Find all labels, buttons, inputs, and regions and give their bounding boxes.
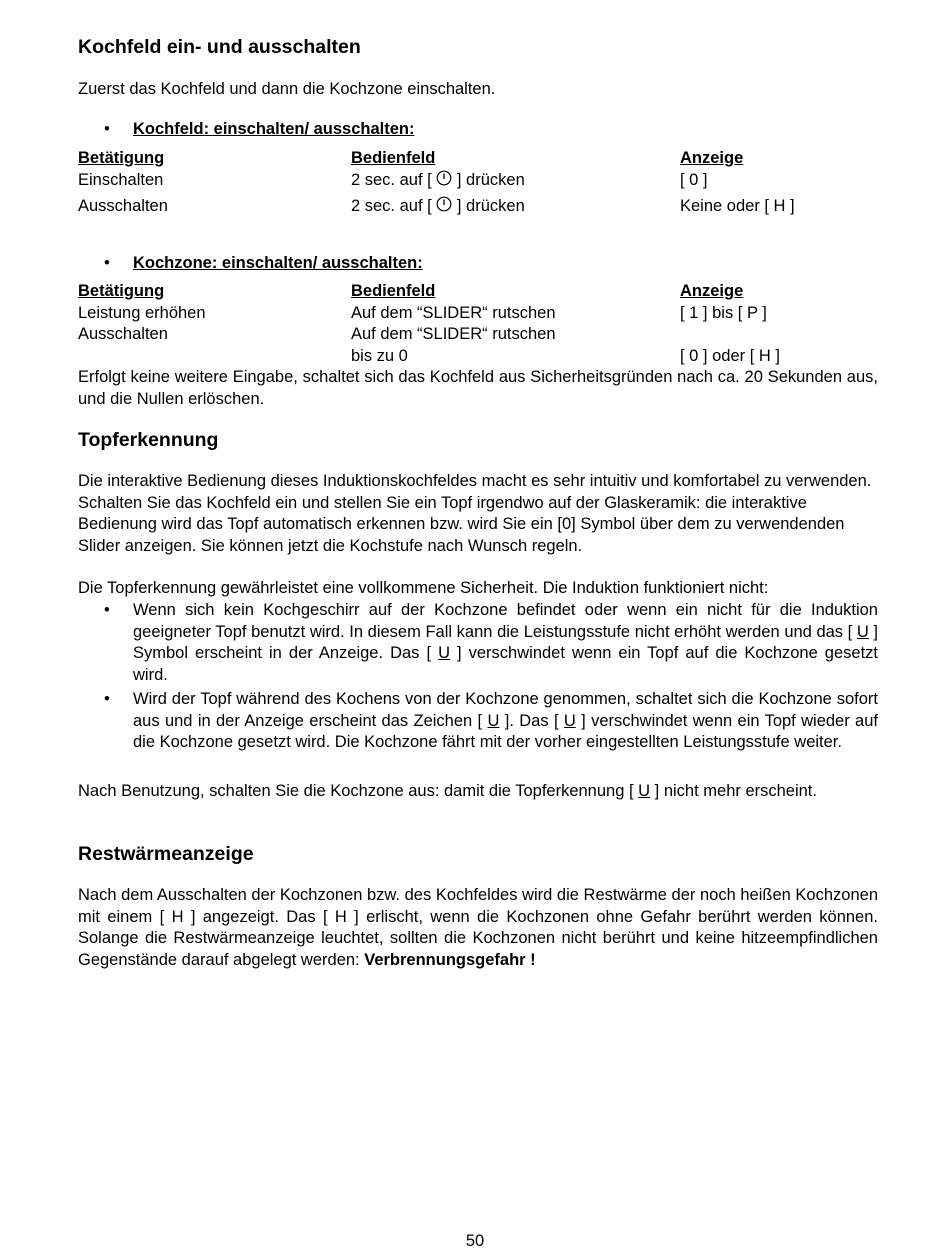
- table-header-row: [78, 148, 878, 170]
- bullet-dot: •: [104, 120, 110, 138]
- intro-text: Zuerst das Kochfeld und dann die Kochzone einschalten.: [78, 80, 496, 98]
- page-number: 50: [465, 1232, 485, 1250]
- power-icon: [436, 196, 452, 212]
- bullet-dot: •: [104, 254, 110, 272]
- cell-action: Leistung erhöhen: [78, 303, 206, 322]
- section-title-topferkennung: Topferkennung: [78, 429, 219, 451]
- bullet-heading-kochzone: Kochzone: einschalten/ ausschalten:: [133, 254, 423, 272]
- cell-display: [ 0 ] oder [ H ]: [680, 346, 780, 365]
- header-anzeige: Anzeige: [680, 282, 744, 300]
- list-item: • Wenn sich kein Kochgeschirr auf der Kochzone befindet oder wenn ein nicht für die Induktion geeigneter Topf benutzt wird. In diesem Fall kann die Leistungsstufe nicht erhöht werden und das [ U ] Symbol erscheint in der Anzeige. Das [ U ] verschwindet wenn ein Topf auf die Kochzone gesetzt wird.: [104, 601, 879, 684]
- safety-note: Erfolgt keine weitere Eingabe, schaltet sich das Kochfeld aus Sicherheitsgründen nach ca. 20 Sekunden aus, und die Nullen erlöschen.: [78, 368, 878, 408]
- bullet-heading-kochfeld: Kochfeld: einschalten/ ausschalten:: [133, 120, 415, 138]
- power-icon: [436, 170, 452, 186]
- warning-text: Verbrennungsgefahr !: [364, 950, 536, 969]
- section-title-restwaerme: Restwärmeanzeige: [78, 843, 254, 865]
- list-item: • Wird der Topf während des Kochens von der Kochzone genommen, schaltet sich die Kochzone sofort aus und in der Anzeige erscheint das Zeichen [ U ]. Das [ U ] verschwindet wenn ein Topf wieder auf die Kochzone gesetzt wird. Die Kochzone fährt mit der vorher eingestellten Leistungsstufe weiter.: [104, 690, 878, 751]
- cell-panel: Auf dem “SLIDER“ rutschen: [351, 325, 556, 343]
- topferkennung-para2: Die Topferkennung gewährleistet eine vollkommene Sicherheit. Die Induktion funktioniert nicht:: [78, 579, 769, 597]
- symbol-u: U: [487, 711, 500, 730]
- cell-panel: 2 sec. auf [ ] drücken: [351, 170, 525, 189]
- cell-action: Einschalten: [78, 170, 164, 189]
- cell-panel: bis zu 0: [351, 346, 408, 365]
- symbol-u: U: [638, 782, 651, 800]
- symbol-u: U: [563, 711, 576, 730]
- topferkennung-para3: Nach Benutzung, schalten Sie die Kochzone aus: damit die Topferkennung [ U ] nicht mehr erscheint.: [78, 782, 817, 800]
- topferkennung-para1: Die interaktive Bedienung dieses Induktionskochfeldes macht es sehr intuitiv und komfortabel zu verwenden. Schalten Sie das Kochfeld ein und stellen Sie ein Topf irgendwo auf der Glaskeramik: die interaktive Bedienung wird das Topf automatisch erkennen bzw. wird Sie ein [0] Symbol über dem zu verwendenden Slider anzeigen. Sie können jetzt die Kochstufe nach Wunsch regeln.: [78, 472, 872, 555]
- table-kochzone: [78, 281, 878, 367]
- symbol-u: U: [856, 622, 869, 641]
- topferkennung-list: [78, 600, 878, 757]
- restwaerme-para: Nach dem Ausschalten der Kochzonen bzw. des Kochfeldes wird die Restwärme der noch heißen Kochzonen mit einem [ H ] angezeigt. Das [ H ] erlischt, wenn die Kochzonen ohne Gefahr berührt werden können. Solange die Restwärmeanzeige leuchtet, sollten die Kochzonen nicht berührt und keine hitzeempfindlichen Gegenstände darauf abgelegt werden: Verbrennungsgefahr !: [78, 886, 878, 969]
- cell-action: Ausschalten: [78, 196, 168, 215]
- cell-action: Ausschalten: [78, 325, 168, 343]
- section-title-kochfeld: Kochfeld ein- und ausschalten: [78, 36, 361, 58]
- table-header-row: [78, 281, 878, 303]
- header-anzeige: Anzeige: [680, 149, 744, 167]
- header-bedienfeld: Bedienfeld: [351, 282, 436, 300]
- table-row: [78, 303, 878, 325]
- header-betaetigung: Betätigung: [78, 282, 165, 300]
- symbol-u: U: [438, 644, 450, 662]
- cell-display: Keine oder [ H ]: [680, 196, 795, 215]
- cell-display: [ 1 ] bis [ P ]: [680, 303, 767, 322]
- table-row: [78, 170, 878, 196]
- table-kochfeld: [78, 148, 878, 222]
- table-row: [78, 346, 878, 368]
- table-row: [78, 196, 878, 222]
- cell-panel: 2 sec. auf [ ] drücken: [351, 196, 525, 215]
- header-betaetigung: Betätigung: [78, 149, 165, 167]
- cell-panel: Auf dem “SLIDER“ rutschen: [351, 303, 556, 322]
- cell-display: [ 0 ]: [680, 170, 708, 189]
- table-row: [78, 324, 878, 346]
- header-bedienfeld: Bedienfeld: [351, 149, 436, 167]
